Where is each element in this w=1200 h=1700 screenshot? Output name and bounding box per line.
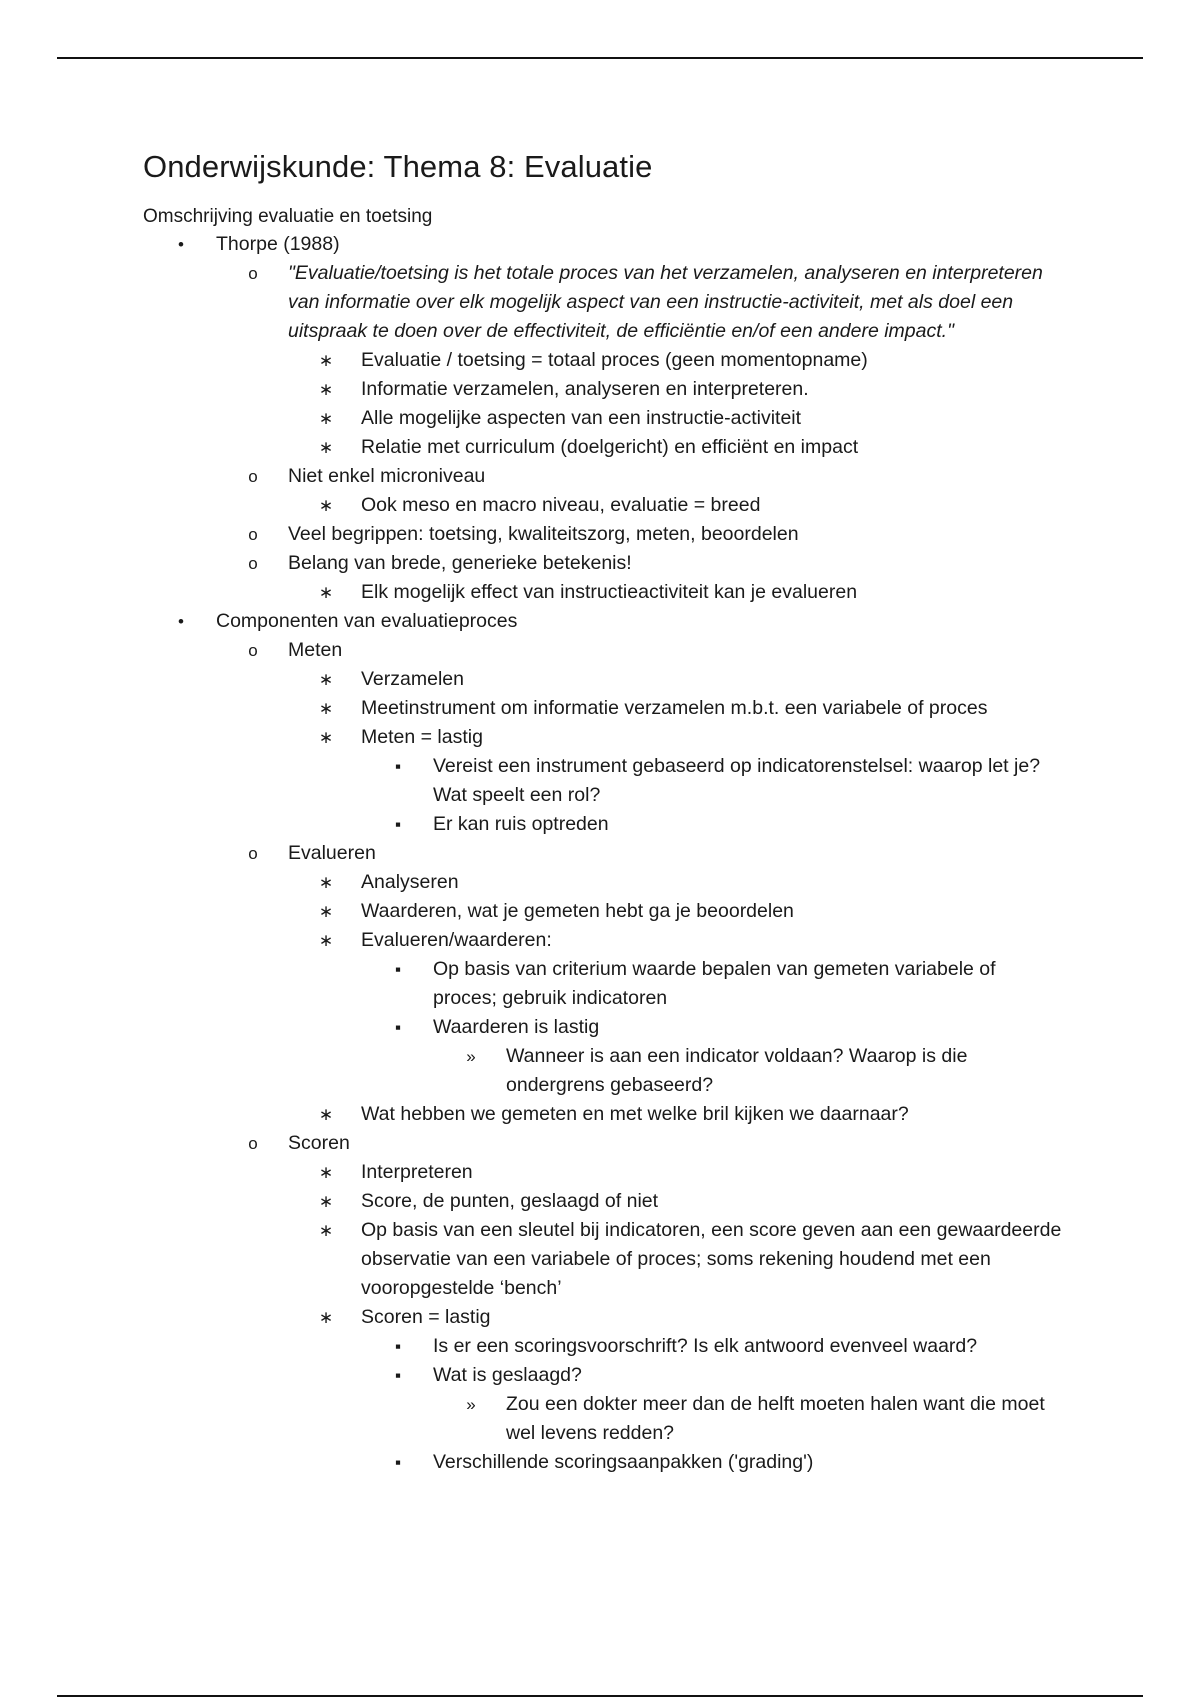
bullet-star-icon: ∗	[318, 351, 334, 370]
bullet-star-icon: ∗	[318, 1163, 334, 1182]
outline-item-level-4	[143, 955, 1063, 1013]
outline-item-level-3	[143, 1303, 1063, 1332]
bullet-square-icon: ▪	[394, 960, 402, 979]
outline-item-level-2	[143, 839, 1063, 868]
outline-item-level-3	[143, 1187, 1063, 1216]
outline-item-text: Scoren	[288, 1132, 350, 1154]
outline-item-level-3	[143, 897, 1063, 926]
outline-item-text: Verschillende scoringsaanpakken ('grading')	[433, 1451, 814, 1473]
bullet-star-icon: ∗	[318, 699, 334, 718]
bullet-double-chevron-icon: »	[466, 1047, 476, 1066]
bullet-circle-icon: o	[248, 1134, 258, 1153]
outline-item-text: Ook meso en macro niveau, evaluatie = breed	[361, 494, 761, 516]
document-title: Onderwijskunde: Thema 8: Evaluatie	[143, 149, 653, 184]
outline-item-text: Veel begrippen: toetsing, kwaliteitszorg, meten, beoordelen	[288, 523, 799, 545]
outline-item-text: "Evaluatie/toetsing is het totale proces van het verzamelen, analyseren en interpreteren van informatie over elk mogelijk aspect van een instructie-activiteit, met als doel een uitspraak te doen over de effectiviteit, de efficiëntie en/of een andere impact."	[288, 262, 1043, 342]
bullet-star-icon: ∗	[318, 438, 334, 457]
outline-item-level-3	[143, 404, 1063, 433]
outline-item-level-3	[143, 694, 1063, 723]
bullet-circle-icon: o	[248, 641, 258, 660]
header-rule	[57, 57, 1143, 59]
bullet-square-icon: ▪	[394, 1018, 402, 1037]
outline-item-text: Relatie met curriculum (doelgericht) en efficiënt en impact	[361, 436, 859, 458]
bullet-star-icon: ∗	[318, 728, 334, 747]
bullet-square-icon: ▪	[394, 815, 402, 834]
bullet-star-icon: ∗	[318, 902, 334, 921]
outline-item-level-4	[143, 752, 1063, 810]
outline-item-level-2	[143, 1129, 1063, 1158]
outline-item-level-3	[143, 346, 1063, 375]
outline-item-text: Evaluatie / toetsing = totaal proces (geen momentopname)	[361, 349, 868, 371]
outline-item-text: Meten = lastig	[361, 726, 483, 748]
footer-rule	[57, 1695, 1143, 1697]
outline-item-text: Is er een scoringsvoorschrift? Is elk antwoord evenveel waard?	[433, 1335, 978, 1357]
outline-item-level-1	[143, 607, 1063, 636]
outline-item-text: Evalueren/waarderen:	[361, 929, 552, 951]
outline-item-text: Op basis van een sleutel bij indicatoren, een score geven aan een gewaardeerde observatie van een variabele of proces; soms rekening houdend met een vooropgestelde ‘bench’	[361, 1219, 1062, 1299]
outline-item-text: Zou een dokter meer dan de helft moeten halen want die moet wel levens redden?	[506, 1393, 1045, 1444]
outline-list	[143, 230, 1063, 1477]
outline-item-text: Verzamelen	[361, 668, 464, 690]
outline-item-level-3	[143, 665, 1063, 694]
outline-item-text: Vereist een instrument gebaseerd op indicatorenstelsel: waarop let je? Wat speelt een rol?	[433, 755, 1041, 806]
outline-item-text: Interpreteren	[361, 1161, 473, 1183]
bullet-circle-icon: o	[248, 554, 258, 573]
bullet-star-icon: ∗	[318, 873, 334, 892]
outline-item-level-3	[143, 433, 1063, 462]
outline-item-text: Informatie verzamelen, analyseren en interpreteren.	[361, 378, 809, 400]
bullet-double-chevron-icon: »	[466, 1395, 476, 1414]
outline-item-text: Analyseren	[361, 871, 459, 893]
outline-item-level-4	[143, 1013, 1063, 1042]
document-body	[143, 142, 1063, 1477]
outline-item-text: Elk mogelijk effect van instructieactiviteit kan je evalueren	[361, 581, 858, 603]
outline-item-level-2	[143, 520, 1063, 549]
outline-item-text: Wanneer is aan een indicator voldaan? Waarop is die ondergrens gebaseerd?	[506, 1045, 968, 1096]
outline-item-level-2	[143, 636, 1063, 665]
outline-item-text: Wat is geslaagd?	[433, 1364, 582, 1386]
outline-item-level-2	[143, 549, 1063, 578]
bullet-star-icon: ∗	[318, 583, 334, 602]
outline-item-text: Meten	[288, 639, 343, 661]
bullet-star-icon: ∗	[318, 670, 334, 689]
bullet-square-icon: ▪	[394, 1366, 402, 1385]
outline-item-level-4	[143, 1448, 1063, 1477]
outline-item-level-3	[143, 578, 1063, 607]
outline-item-level-3	[143, 491, 1063, 520]
bullet-circle-icon: o	[248, 264, 258, 283]
bullet-star-icon: ∗	[318, 496, 334, 515]
outline-item-level-4	[143, 810, 1063, 839]
outline-item-level-1	[143, 230, 1063, 259]
bullet-square-icon: ▪	[394, 1453, 402, 1472]
document-subtitle: Omschrijving evaluatie en toetsing	[143, 206, 433, 227]
bullet-circle-icon: o	[248, 844, 258, 863]
outline-item-level-4	[143, 1361, 1063, 1390]
outline-item-level-3	[143, 1216, 1063, 1303]
outline-item-level-3	[143, 868, 1063, 897]
outline-item-text: Scoren = lastig	[361, 1306, 491, 1328]
outline-item-level-5	[143, 1042, 1063, 1100]
outline-item-level-2	[143, 259, 1063, 346]
bullet-disc-icon: •	[178, 612, 184, 631]
bullet-square-icon: ▪	[394, 1337, 402, 1356]
outline-item-text: Thorpe (1988)	[216, 233, 340, 255]
bullet-circle-icon: o	[248, 525, 258, 544]
outline-item-text: Op basis van criterium waarde bepalen van gemeten variabele of proces; gebruik indicatoren	[433, 958, 996, 1009]
bullet-star-icon: ∗	[318, 380, 334, 399]
bullet-square-icon: ▪	[394, 757, 402, 776]
outline-item-text: Alle mogelijke aspecten van een instructie-activiteit	[361, 407, 802, 429]
outline-item-text: Niet enkel microniveau	[288, 465, 486, 487]
outline-item-text: Waarderen, wat je gemeten hebt ga je beoordelen	[361, 900, 794, 922]
outline-item-level-5	[143, 1390, 1063, 1448]
outline-item-level-3	[143, 375, 1063, 404]
outline-item-text: Componenten van evaluatieproces	[216, 610, 518, 632]
outline-item-text: Er kan ruis optreden	[433, 813, 609, 835]
outline-item-text: Waarderen is lastig	[433, 1016, 600, 1038]
outline-item-text: Belang van brede, generieke betekenis!	[288, 552, 632, 574]
bullet-star-icon: ∗	[318, 1221, 334, 1240]
bullet-star-icon: ∗	[318, 1105, 334, 1124]
bullet-disc-icon: •	[178, 235, 184, 254]
bullet-circle-icon: o	[248, 467, 258, 486]
outline-item-level-3	[143, 926, 1063, 955]
outline-item-level-3	[143, 723, 1063, 752]
bullet-star-icon: ∗	[318, 409, 334, 428]
outline-item-text: Wat hebben we gemeten en met welke bril kijken we daarnaar?	[361, 1103, 909, 1125]
bullet-star-icon: ∗	[318, 1192, 334, 1211]
outline-item-level-3	[143, 1100, 1063, 1129]
bullet-star-icon: ∗	[318, 1308, 334, 1327]
outline-item-level-4	[143, 1332, 1063, 1361]
outline-item-text: Score, de punten, geslaagd of niet	[361, 1190, 659, 1212]
outline-item-text: Meetinstrument om informatie verzamelen m.b.t. een variabele of proces	[361, 697, 988, 719]
outline-item-level-2	[143, 462, 1063, 491]
outline-item-level-3	[143, 1158, 1063, 1187]
bullet-star-icon: ∗	[318, 931, 334, 950]
outline-item-text: Evalueren	[288, 842, 376, 864]
